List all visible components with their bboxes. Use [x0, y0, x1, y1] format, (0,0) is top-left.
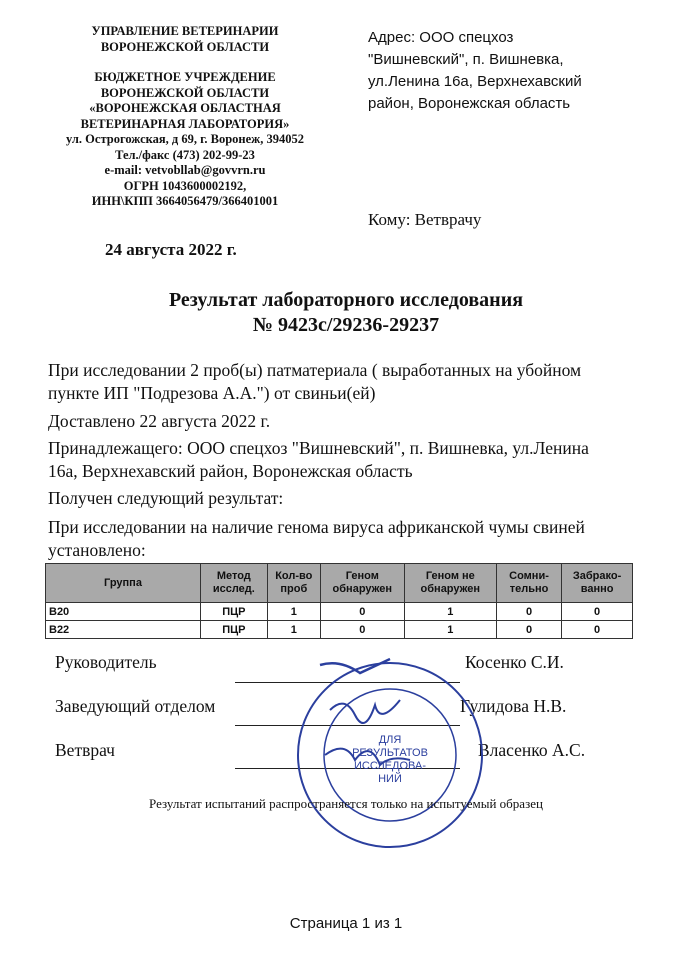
org-line: ул. Острогожская, д 69, г. Воронеж, 394052 [65, 132, 304, 146]
col-header: Забрако-ванно [562, 564, 633, 603]
signature-name: Гулидова Н.В. [460, 696, 567, 716]
cell: 0 [496, 621, 561, 639]
org-line: ВЕТЕРИНАРНАЯ ЛАБОРАТОРИЯ» [80, 116, 290, 131]
signature-name: Косенко С.И. [465, 652, 564, 672]
spacer [40, 55, 330, 70]
paragraph-test: При исследовании на наличие генома вируса африканской чумы свиней установлено: [48, 517, 585, 560]
cell: 1 [404, 621, 496, 639]
cell: 1 [267, 603, 320, 621]
page-number: Страница 1 из 1 [289, 915, 403, 932]
cell: 0 [562, 603, 633, 621]
cell: 0 [320, 621, 404, 639]
stamp-inner-text: НИЙ [378, 773, 402, 785]
cell: В22 [46, 621, 201, 639]
address-line: "Вишневский", п. Вишневка, [368, 51, 564, 68]
cell: 1 [267, 621, 320, 639]
cell: 0 [562, 621, 633, 639]
org-line: БЮДЖЕТНОЕ УЧРЕЖДЕНИЕ [94, 70, 276, 84]
organization-header [40, 24, 330, 210]
signature-role: Ветврач [55, 740, 115, 760]
org-line: ВОРОНЕЖСКОЙ ОБЛАСТИ [100, 39, 270, 54]
col-header: Метод исслед. [201, 564, 268, 603]
col-header: Геном обнаружен [320, 564, 404, 603]
col-header: Группа [46, 564, 201, 603]
official-stamp [290, 655, 490, 855]
cell: ПЦР [201, 603, 268, 621]
paragraph-owner: Принадлежащего: ООО спецхоз "Вишневский", п. Вишневка, ул.Ленина 16а, Верхнехавский район, Воронежская область [48, 438, 589, 481]
org-line: Тел./факс (473) 202-99-23 [115, 147, 255, 162]
address-line: Адрес: ООО спецхоз [368, 29, 514, 46]
org-line: ИНН\КПП 3664056479/366401001 [91, 194, 279, 208]
signature-role: Руководитель [55, 652, 157, 672]
org-line: e-mail: vetvobllab@govvrn.ru [104, 163, 266, 177]
signature-stroke [320, 659, 390, 673]
stamp-inner-text: ИССЛЕДОВА- [354, 760, 426, 772]
signature-role: Заведующий отделом [55, 696, 216, 716]
cell: 0 [496, 603, 561, 621]
results-table [45, 563, 633, 639]
org-line: УПРАВЛЕНИЕ ВЕТЕРИНАРИИ [91, 24, 279, 38]
document-date: 24 августа 2022 г. [105, 240, 237, 259]
table-header-row [46, 564, 633, 603]
address-block [368, 27, 582, 115]
paragraph-result: Получен следующий результат: [48, 488, 284, 508]
document-title [0, 288, 692, 338]
cell: ПЦР [201, 621, 268, 639]
recipient: Кому: Ветврачу [368, 210, 482, 229]
org-line: ОГРН 1043600002192, [123, 178, 247, 193]
col-header: Геном не обнаружен [404, 564, 496, 603]
disclaimer-note: Результат испытаний распространяется только на испытуемый образец [149, 796, 543, 811]
title-text: Результат лабораторного исследования [168, 289, 524, 311]
cell: В20 [46, 603, 201, 621]
col-header: Кол-во проб [267, 564, 320, 603]
signature-name: Власенко А.С. [478, 740, 586, 760]
paragraph-samples: При исследовании 2 проб(ы) патматериала ( выработанных на убойном пункте ИП "Подрезова А.А.") от свиньи(ей) [48, 360, 582, 403]
cell: 1 [404, 603, 496, 621]
paragraph-delivered: Доставлено 22 августа 2022 г. [48, 411, 271, 431]
address-line: ул.Ленина 16а, Верхнехавский [368, 73, 582, 90]
table-row [46, 621, 633, 639]
org-line: ВОРОНЕЖСКОЙ ОБЛАСТИ [100, 85, 270, 100]
document-number: № 9423с/29236-29237 [252, 314, 440, 336]
stamp-inner-text: РЕЗУЛЬТАТОВ [352, 747, 428, 759]
address-line: район, Воронежская область [368, 95, 571, 112]
table-row [46, 603, 633, 621]
stamp-inner-text: ДЛЯ [378, 734, 402, 746]
org-line: «ВОРОНЕЖСКАЯ ОБЛАСТНАЯ [89, 101, 281, 115]
col-header: Сомни-тельно [496, 564, 561, 603]
cell: 0 [320, 603, 404, 621]
